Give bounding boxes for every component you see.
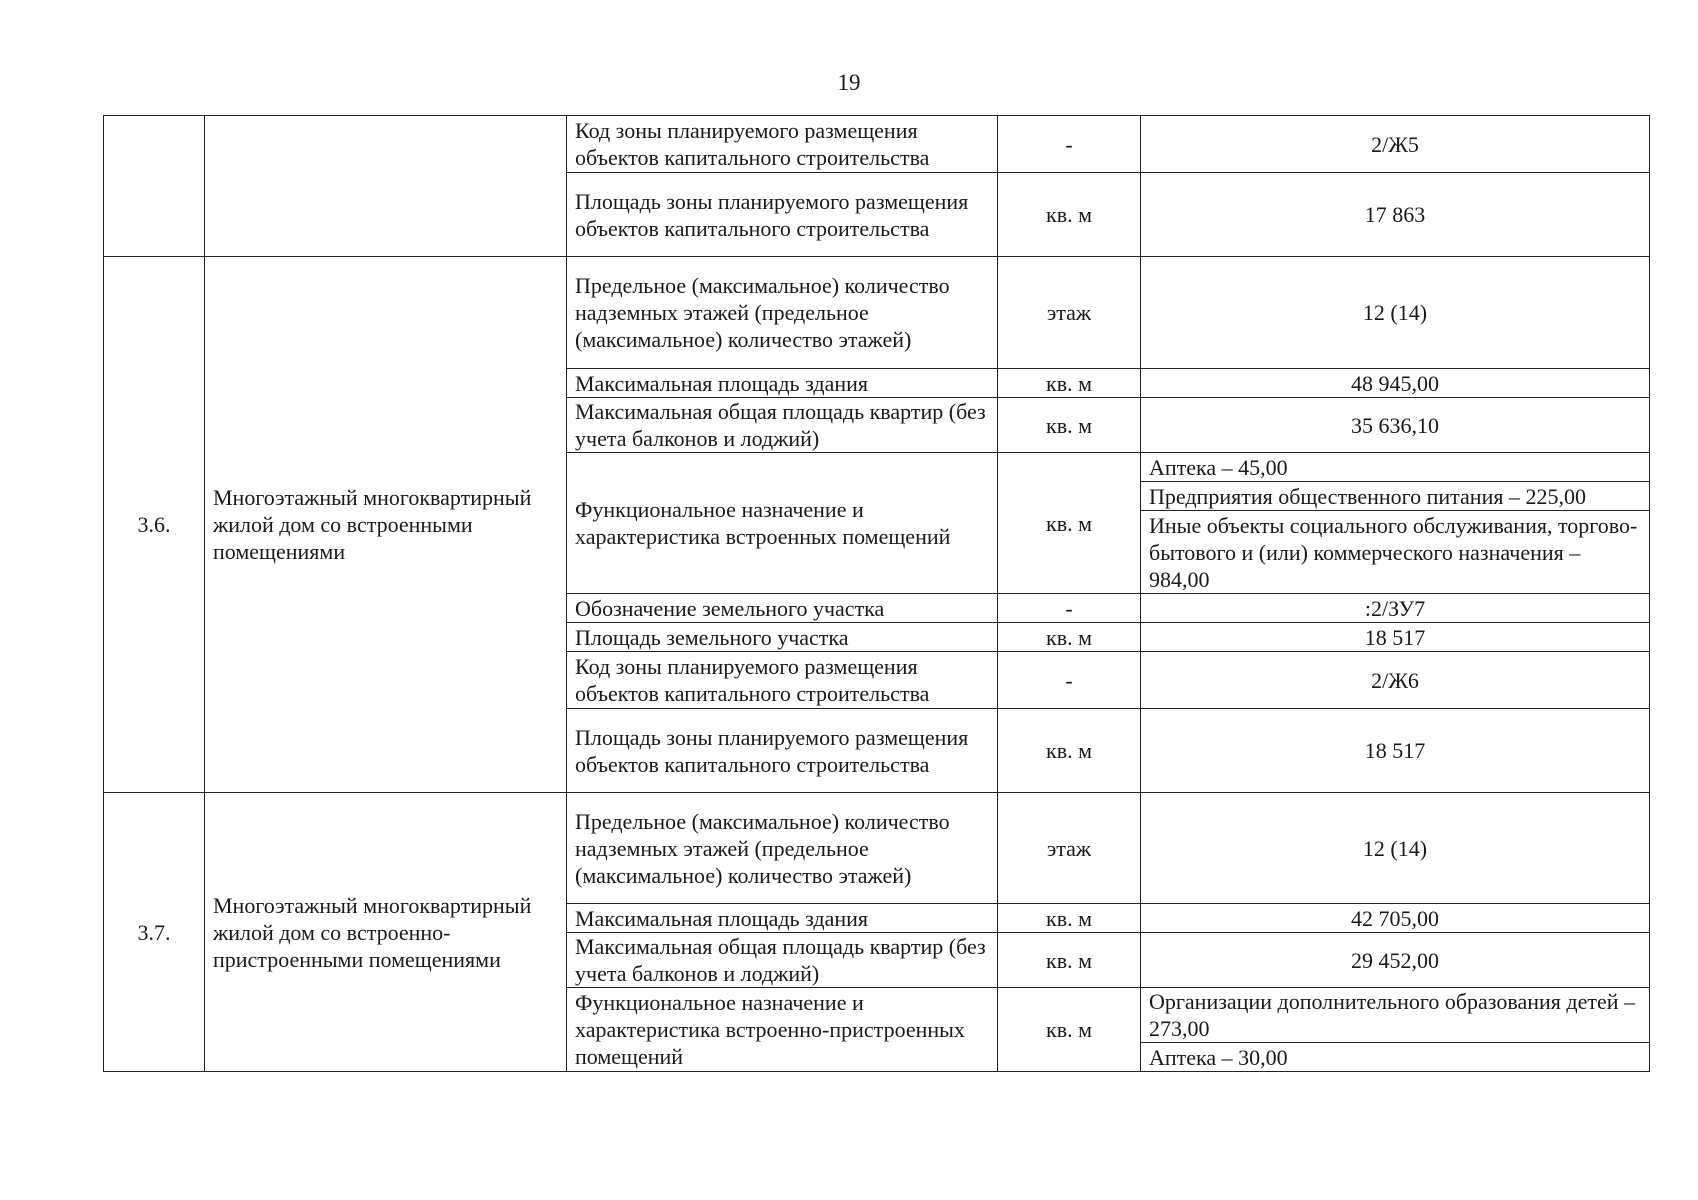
parameter-cell: Предельное (максимальное) количество надземных этажей (предельное (максимальное) количество этажей) — [567, 793, 998, 904]
page-number: 19 — [837, 70, 861, 95]
table-row — [104, 257, 1650, 369]
value-cell: 17 863 — [1141, 173, 1650, 257]
unit-cell: - — [998, 116, 1141, 173]
parameter-cell: Площадь земельного участка — [567, 623, 998, 652]
parameter-cell: Площадь зоны планируемого размещения объектов капитального строительства — [567, 173, 998, 257]
value-cell: 18 517 — [1141, 623, 1650, 652]
unit-cell: - — [998, 652, 1141, 709]
value-cell: 2/Ж6 — [1141, 652, 1650, 709]
unit-cell: этаж — [998, 793, 1141, 904]
unit-cell: кв. м — [998, 933, 1141, 988]
unit-cell: кв. м — [998, 369, 1141, 398]
parameter-cell: Обозначение земельного участка — [567, 594, 998, 623]
table-row — [104, 793, 1650, 904]
item-number-cell: 3.7. — [104, 793, 205, 1072]
value-cell: 29 452,00 — [1141, 933, 1650, 988]
parameter-cell: Код зоны планируемого размещения объектов капитального строительства — [567, 652, 998, 709]
value-cell: Аптека – 30,00 — [1141, 1043, 1650, 1072]
value-cell: 35 636,10 — [1141, 398, 1650, 453]
value-cell: Предприятия общественного питания – 225,00 — [1141, 482, 1650, 511]
parameter-cell: Функциональное назначение и характеристика встроенно-пристроенных помещений — [567, 988, 998, 1072]
parameters-table — [103, 115, 1650, 1072]
value-cell: 12 (14) — [1141, 793, 1650, 904]
unit-cell: кв. м — [998, 623, 1141, 652]
value-cell: 48 945,00 — [1141, 369, 1650, 398]
item-number-cell — [104, 116, 205, 257]
value-cell: 2/Ж5 — [1141, 116, 1650, 173]
value-cell: 18 517 — [1141, 709, 1650, 793]
parameter-cell: Предельное (максимальное) количество надземных этажей (предельное (максимальное) количество этажей) — [567, 257, 998, 369]
object-name-cell: Многоэтажный многоквартирный жилой дом со встроенными помещениями — [205, 257, 567, 793]
table-row — [104, 116, 1650, 173]
parameter-cell: Функциональное назначение и характеристика встроенных помещений — [567, 453, 998, 594]
object-name-cell — [205, 116, 567, 257]
value-cell: Аптека – 45,00 — [1141, 453, 1650, 482]
parameter-cell: Максимальная общая площадь квартир (без учета балконов и лоджий) — [567, 398, 998, 453]
value-cell: :2/ЗУ7 — [1141, 594, 1650, 623]
parameter-cell: Площадь зоны планируемого размещения объектов капитального строительства — [567, 709, 998, 793]
object-name-cell: Многоэтажный многоквартирный жилой дом со встроенно-пристроенными помещениями — [205, 793, 567, 1072]
item-number-cell: 3.6. — [104, 257, 205, 793]
unit-cell: кв. м — [998, 709, 1141, 793]
parameter-cell: Максимальная площадь здания — [567, 904, 998, 933]
unit-cell: кв. м — [998, 173, 1141, 257]
value-cell: Организации дополнительного образования детей – 273,00 — [1141, 988, 1650, 1043]
unit-cell: кв. м — [998, 904, 1141, 933]
parameter-cell: Максимальная общая площадь квартир (без учета балконов и лоджий) — [567, 933, 998, 988]
unit-cell: - — [998, 594, 1141, 623]
value-cell: 42 705,00 — [1141, 904, 1650, 933]
unit-cell: кв. м — [998, 398, 1141, 453]
parameter-cell: Код зоны планируемого размещения объектов капитального строительства — [567, 116, 998, 173]
parameter-cell: Максимальная площадь здания — [567, 369, 998, 398]
unit-cell: этаж — [998, 257, 1141, 369]
value-cell: 12 (14) — [1141, 257, 1650, 369]
unit-cell: кв. м — [998, 988, 1141, 1072]
unit-cell: кв. м — [998, 453, 1141, 594]
value-cell: Иные объекты социального обслуживания, торгово-бытового и (или) коммерческого назначения – 984,00 — [1141, 511, 1650, 594]
